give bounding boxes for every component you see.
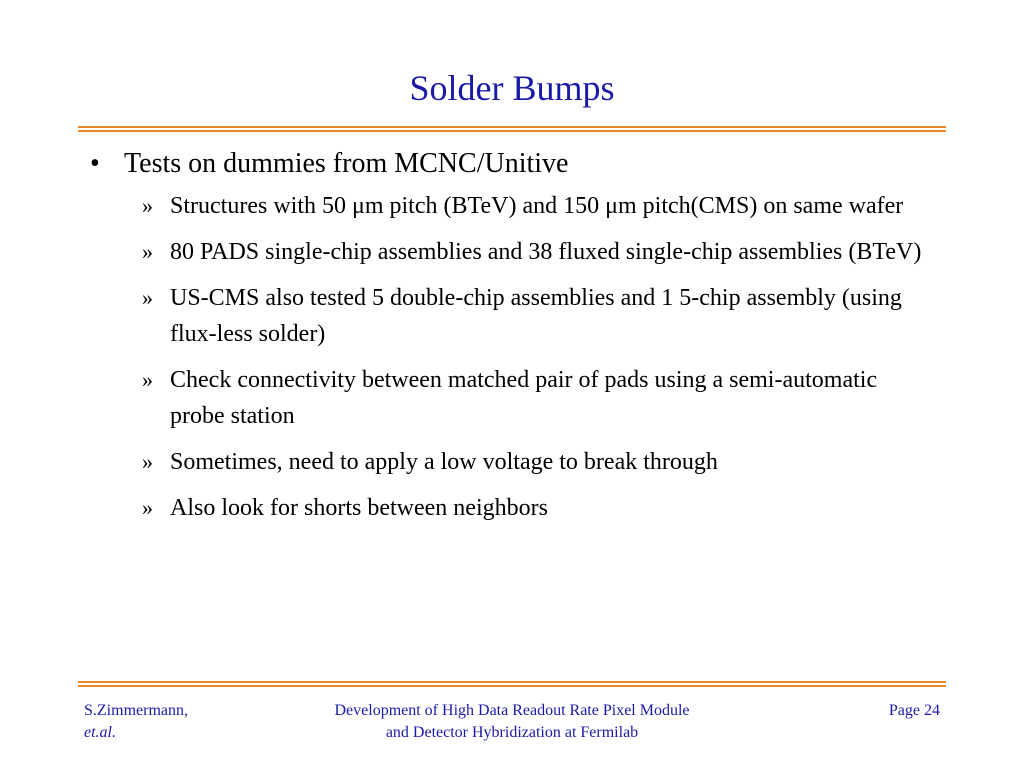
sub-bullet: [142, 188, 930, 224]
sub-bullet: [142, 280, 930, 352]
divider-line: [78, 681, 946, 683]
slide-title: Solder Bumps: [409, 68, 615, 108]
sub-bullet-marker: »: [142, 285, 153, 310]
title-divider: [78, 126, 946, 132]
footer-title-line1: Development of High Data Readout Rate Pixel Module: [334, 702, 690, 719]
author-name: S.Zimmermann,: [84, 702, 188, 719]
sub-bullet-text: Sometimes, need to apply a low voltage to break through: [170, 449, 718, 475]
sub-bullet-text: 80 PADS single-chip assemblies and 38 fluxed single-chip assemblies (BTeV): [170, 239, 922, 265]
footer-title-line2: and Detector Hybridization at Fermilab: [385, 724, 639, 741]
sub-bullet-marker: »: [142, 193, 153, 218]
footer-title: [262, 700, 762, 744]
sub-bullet-marker: »: [142, 367, 153, 392]
main-bullet: [90, 144, 930, 184]
sub-bullet-text: Check connectivity between matched pair of pads using a semi-automatic probe station: [170, 367, 878, 429]
slide-content: [90, 144, 930, 536]
slide-footer: [0, 700, 1024, 750]
bullet-marker: •: [90, 148, 100, 179]
sub-bullet-marker: »: [142, 239, 153, 264]
footer-divider: [78, 681, 946, 687]
divider-line: [78, 685, 946, 687]
sub-bullet-marker: »: [142, 495, 153, 520]
sub-bullet-text: Also look for shorts between neighbors: [170, 495, 548, 521]
page-number: Page 24: [888, 702, 940, 719]
footer-author: [84, 700, 244, 744]
sub-bullet-text: US-CMS also tested 5 double-chip assemblies and 1 5-chip assembly (using flux-less solder): [170, 285, 902, 347]
sub-bullet: [142, 490, 930, 526]
sub-bullet-marker: »: [142, 449, 153, 474]
divider-line: [78, 130, 946, 132]
sub-bullet-text: Structures with 50 μm pitch (BTeV) and 150 μm pitch(CMS) on same wafer: [170, 193, 904, 219]
divider-line: [78, 126, 946, 128]
sub-bullet: [142, 362, 930, 434]
sub-bullet: [142, 234, 930, 270]
sub-bullet: [142, 444, 930, 480]
author-etal: et.al.: [84, 724, 116, 741]
sub-bullet-list: [90, 188, 930, 526]
main-bullet-text: Tests on dummies from MCNC/Unitive: [124, 148, 569, 179]
